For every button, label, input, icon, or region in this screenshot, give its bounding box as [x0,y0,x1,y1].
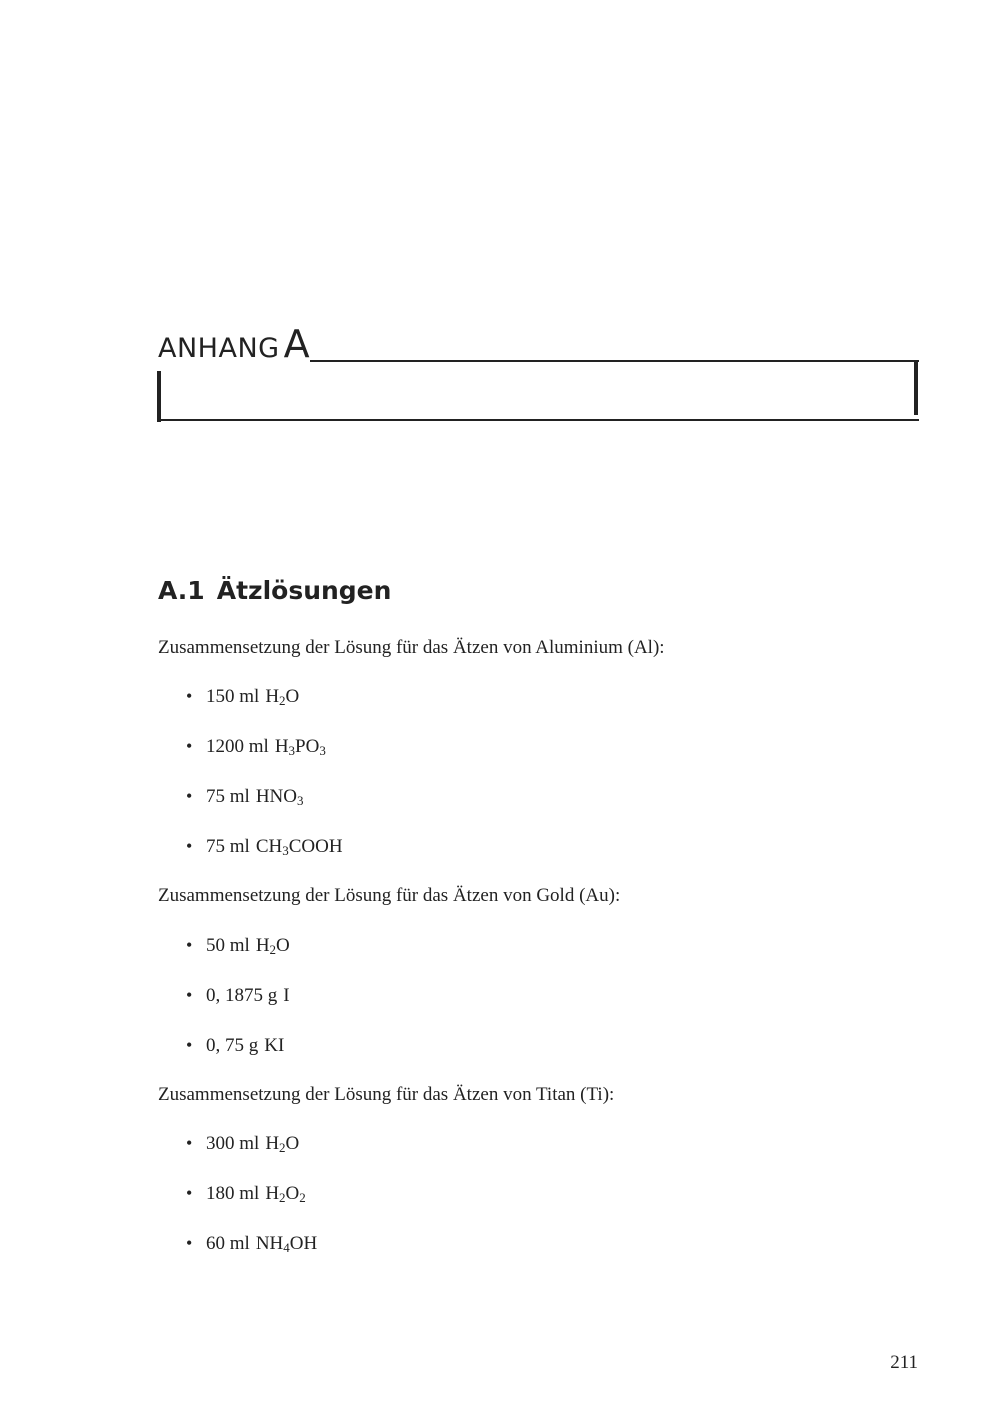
formula-subscript: 3 [319,743,326,758]
formula-part: OH [289,1233,318,1254]
item-quantity: 75 ml [206,836,250,857]
formula-part: H [255,935,270,956]
item-formula [264,1035,284,1056]
formula-part: PO [295,736,320,757]
formula-subscript: 4 [283,1240,290,1255]
list-item [186,736,326,759]
bullet-icon: • [186,1233,193,1253]
item-formula [275,736,326,757]
list-item [186,1035,284,1058]
formula-subscript: 2 [279,693,286,708]
formula-part: COOH [288,836,343,857]
item-formula [265,1133,299,1154]
formula-part: O [285,1133,300,1154]
item-quantity: 50 ml [206,935,250,956]
bullet-icon: • [186,985,193,1005]
formula-part: H [265,686,280,707]
item-formula [283,985,289,1006]
bullet-icon: • [186,935,193,955]
formula-part: HNO [255,786,297,807]
list-item [186,1133,299,1156]
item-quantity: 60 ml [206,1233,250,1254]
section-title [158,576,391,606]
item-quantity: 0, 1875 g [206,985,278,1006]
section-title-text: Ätzlösungen [216,576,392,605]
chapter-rule-right [914,360,918,415]
item-quantity: 0, 75 g [206,1035,259,1056]
chapter-rule-top [310,360,919,362]
solution-intro: Zusammensetzung der Lösung für das Ätzen von Gold (Au): [158,885,621,906]
formula-part: KI [264,1035,285,1056]
formula-part: O [285,686,300,707]
formula-subscript: 2 [279,1190,286,1205]
solution-intro: Zusammensetzung der Lösung für das Ätzen von Titan (Ti): [158,1084,615,1105]
item-quantity: 75 ml [206,786,250,807]
list-item [186,786,303,809]
item-quantity: 1200 ml [206,736,269,757]
item-formula [265,1183,305,1204]
list-item [186,836,343,859]
bullet-icon: • [186,736,193,756]
item-formula [256,836,343,857]
formula-subscript: 3 [282,843,289,858]
list-item [186,686,299,709]
section-number: A.1 [158,576,205,605]
chapter-number: A [283,322,311,366]
bullet-icon: • [186,1183,193,1203]
bullet-icon: • [186,786,193,806]
bullet-icon: • [186,1133,193,1153]
formula-subscript: 2 [269,942,277,957]
item-quantity: 300 ml [206,1133,260,1154]
item-quantity: 180 ml [206,1183,260,1204]
item-formula [256,1233,317,1254]
chapter-label-text: ANHANG [158,333,280,364]
formula-part: I [283,985,290,1006]
solution-intro: Zusammensetzung der Lösung für das Ätzen von Aluminium (Al): [158,637,665,658]
list-item [186,985,290,1008]
item-formula [256,935,290,956]
formula-part: NH [255,1233,284,1254]
formula-part: H [265,1133,280,1154]
list-item [186,1233,317,1256]
formula-part: H [274,736,289,757]
chapter-label [158,322,311,366]
item-formula [256,786,304,807]
page-number: 211 [890,1352,918,1373]
formula-subscript: 3 [288,743,296,758]
formula-subscript: 2 [299,1190,306,1205]
formula-part: CH [255,836,283,857]
bullet-icon: • [186,836,193,856]
chapter-rule-bottom [157,419,919,421]
list-item [186,935,290,958]
formula-part: O [285,1183,300,1204]
formula-subscript: 2 [279,1140,286,1155]
item-quantity: 150 ml [206,686,260,707]
formula-subscript: 3 [296,793,304,808]
formula-part: O [276,935,290,956]
bullet-icon: • [186,1035,193,1055]
chapter-rule-left [157,371,161,422]
item-formula [265,686,299,707]
list-item [186,1183,306,1206]
formula-part: H [265,1183,280,1204]
bullet-icon: • [186,686,193,706]
